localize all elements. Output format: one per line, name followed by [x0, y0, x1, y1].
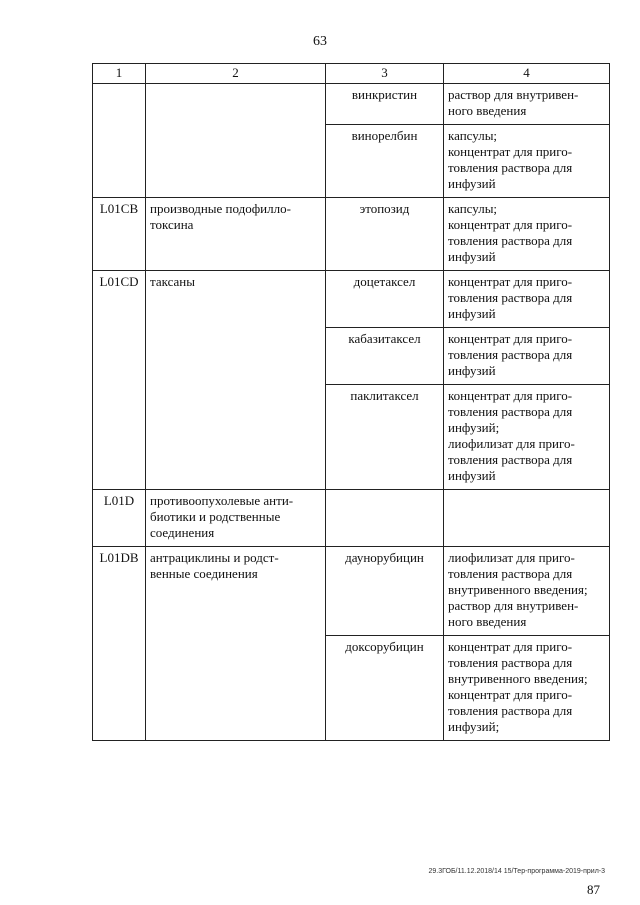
column-header-4: 4 [444, 64, 610, 84]
atc-code-cell: L01DB [93, 547, 146, 741]
dosage-form-cell: концентрат для приго- товления раствора для внутривенного введения; концентрат для приго- товления раствора для инфузий; [444, 636, 610, 741]
drug-name-cell: кабазитаксел [326, 328, 444, 385]
dosage-form-cell: раствор для внутривен- ного введения [444, 84, 610, 125]
drug-name-cell [326, 490, 444, 547]
drug-name-cell: винорелбин [326, 125, 444, 198]
table-row [93, 490, 610, 547]
table-header-row [93, 64, 610, 84]
table-row [93, 198, 610, 271]
drug-name-cell: винкристин [326, 84, 444, 125]
atc-code-cell: L01D [93, 490, 146, 547]
dosage-form-cell [444, 490, 610, 547]
atc-code-cell: L01CD [93, 271, 146, 490]
group-name-cell [146, 84, 326, 198]
drug-name-cell: даунорубицин [326, 547, 444, 636]
footer-page-number: 87 [587, 882, 600, 897]
drug-name-cell: доксорубицин [326, 636, 444, 741]
column-header-2: 2 [146, 64, 326, 84]
drug-classification-table [92, 63, 610, 741]
group-name-cell: антрациклины и родст- венные соединения [146, 547, 326, 741]
table-row [93, 547, 610, 636]
group-name-cell: противоопухолевые анти- биотики и родственные соединения [146, 490, 326, 547]
column-header-3: 3 [326, 64, 444, 84]
drug-name-cell: доцетаксел [326, 271, 444, 328]
table-row [93, 84, 610, 125]
dosage-form-cell: концентрат для приго- товления раствора для инфузий [444, 271, 610, 328]
dosage-form-cell: капсулы; концентрат для приго- товления раствора для инфузий [444, 198, 610, 271]
document-code: 29.3ГОБ/11.12.2018/14 15/Тер-программа-2019-прил-3 [428, 868, 605, 875]
atc-code-cell [93, 84, 146, 198]
group-name-cell: таксаны [146, 271, 326, 490]
drug-name-cell: паклитаксел [326, 385, 444, 490]
atc-code-cell: L01CB [93, 198, 146, 271]
dosage-form-cell: лиофилизат для приго- товления раствора для внутривенного введения; раствор для внутривен- ного введения [444, 547, 610, 636]
table-row [93, 271, 610, 328]
page-number: 63 [313, 34, 327, 49]
dosage-form-cell: концентрат для приго- товления раствора для инфузий; лиофилизат для приго- товления раствора для инфузий [444, 385, 610, 490]
dosage-form-cell: капсулы; концентрат для приго- товления раствора для инфузий [444, 125, 610, 198]
drug-name-cell: этопозид [326, 198, 444, 271]
group-name-cell: производные подофилло- токсина [146, 198, 326, 271]
dosage-form-cell: концентрат для приго- товления раствора для инфузий [444, 328, 610, 385]
column-header-1: 1 [93, 64, 146, 84]
